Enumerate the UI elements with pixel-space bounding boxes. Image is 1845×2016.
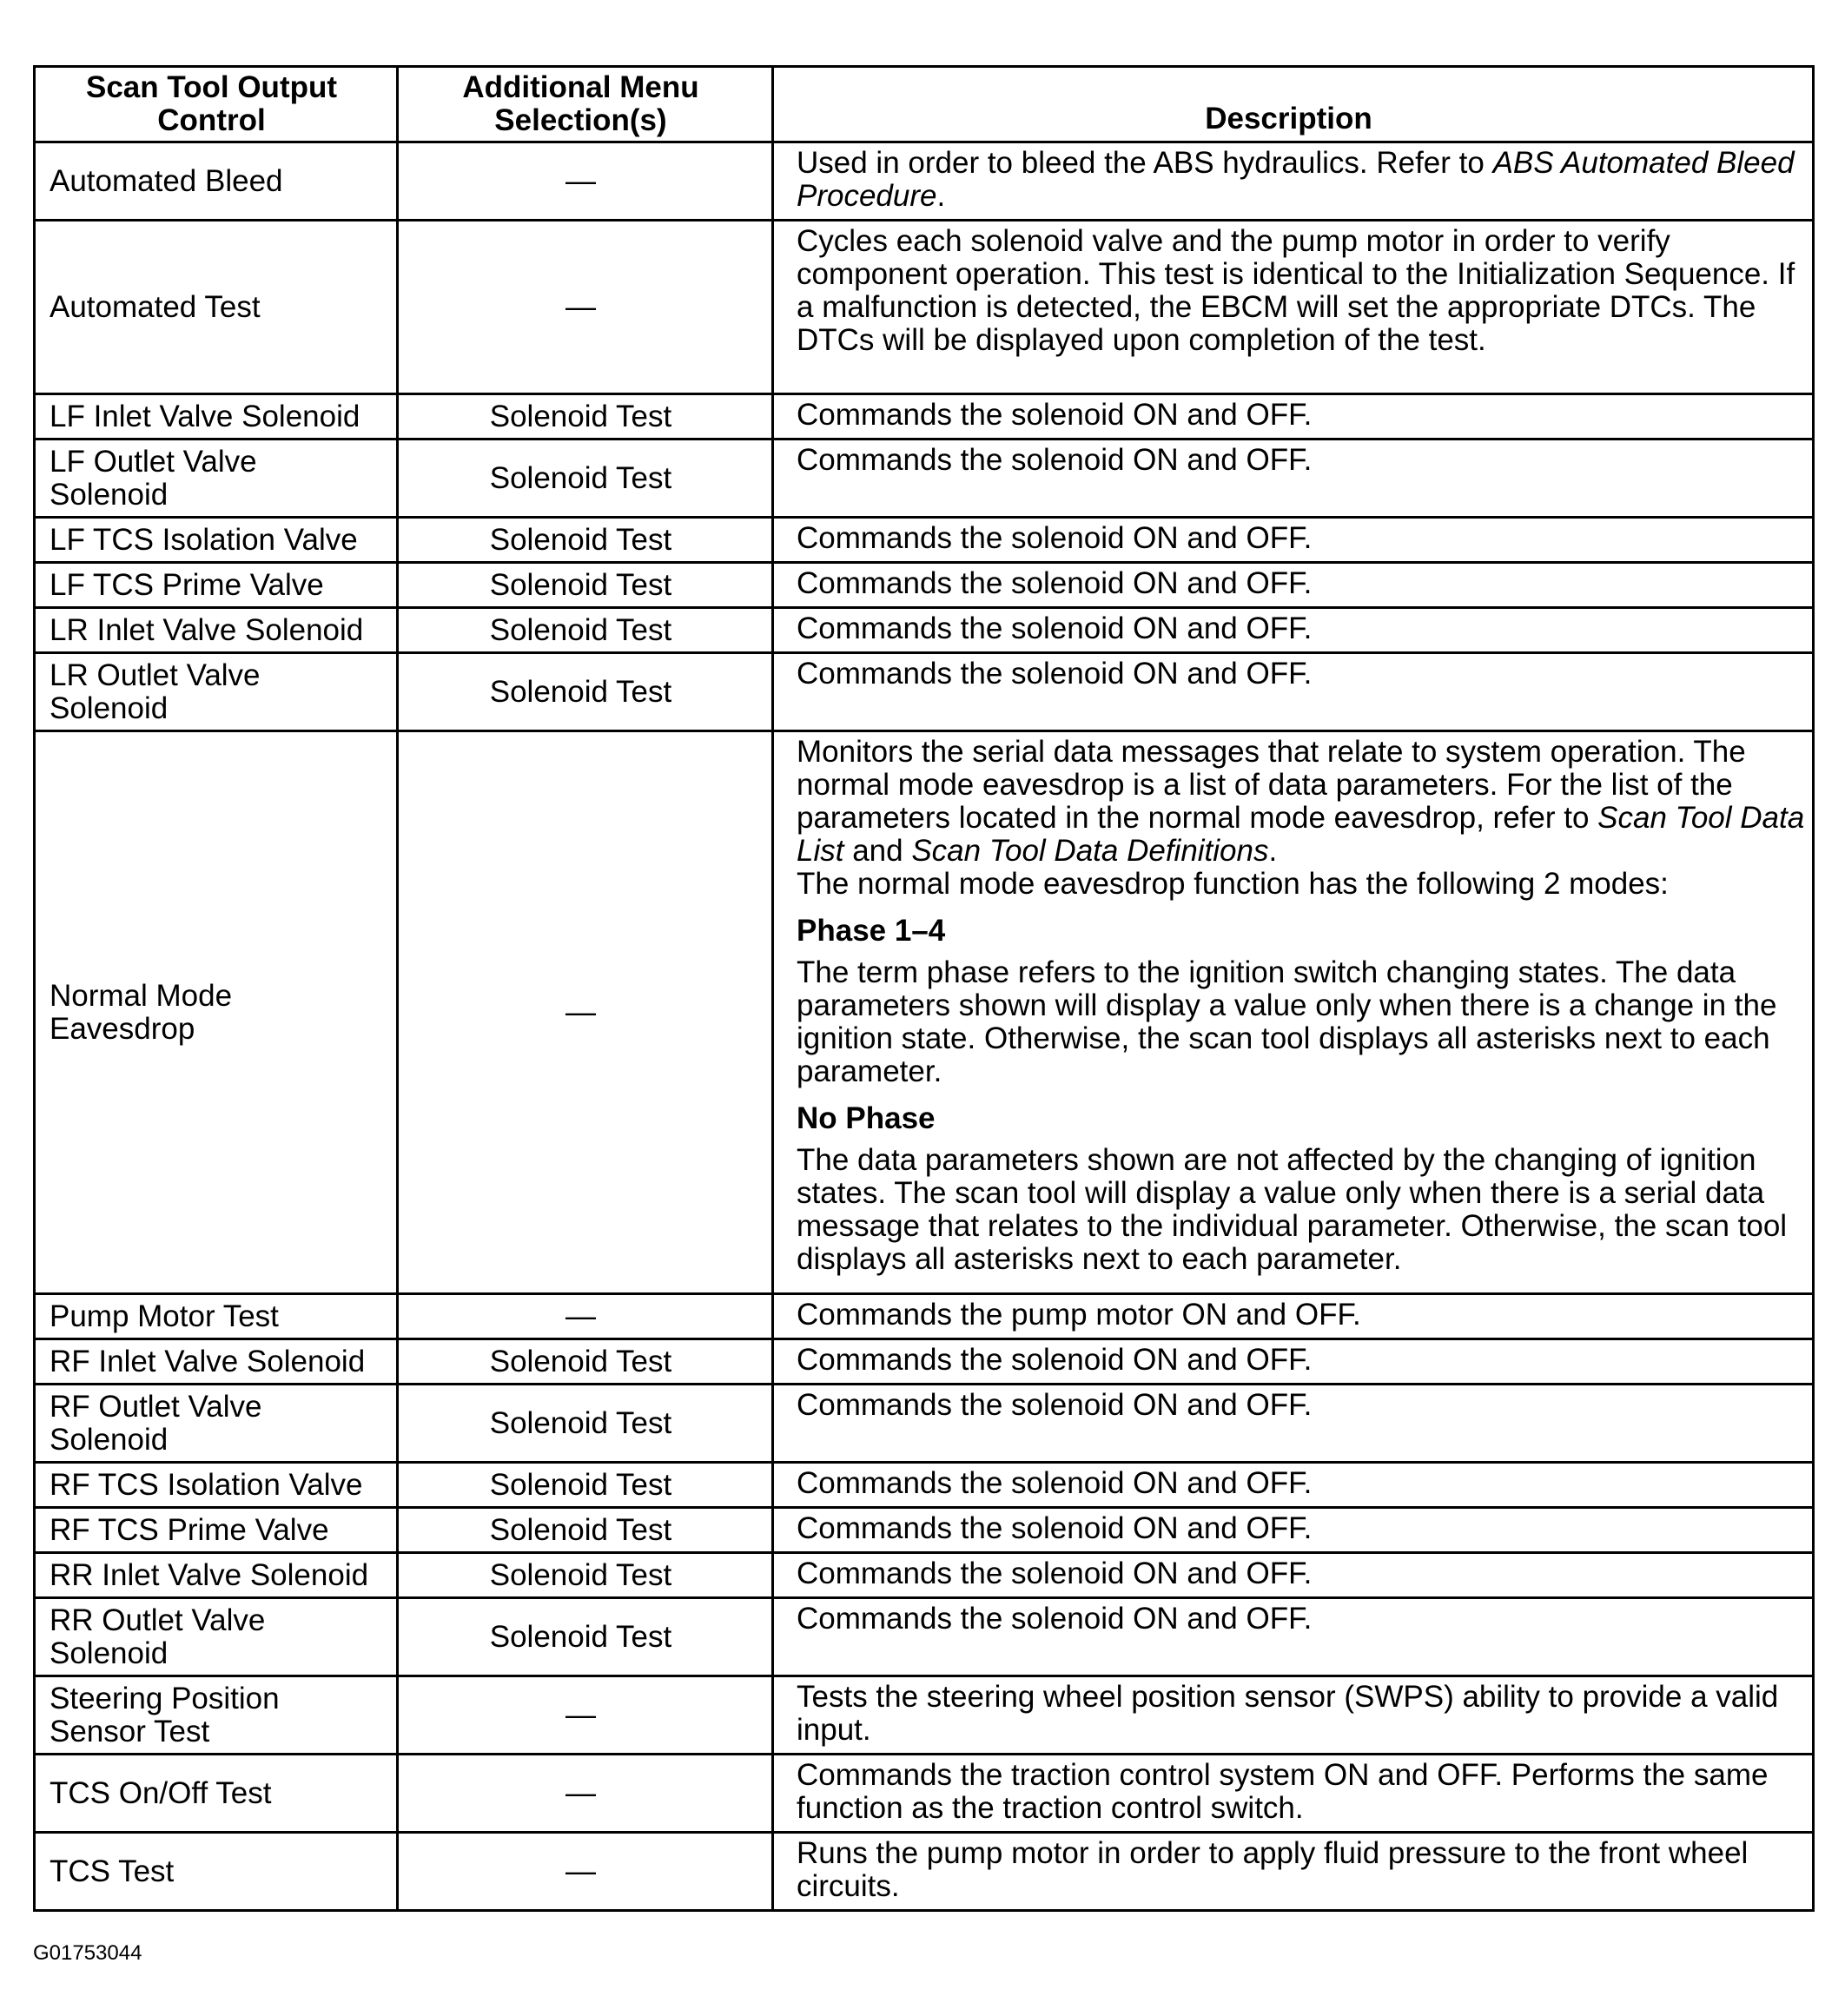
- eavesdrop-intro-end: .: [1268, 834, 1278, 868]
- scan-tool-output-control-table: [33, 65, 1815, 1912]
- menu-selection: Solenoid Test: [398, 1553, 773, 1598]
- description: Commands the traction control system ON and OFF. Performs the same function as the traction control switch.: [773, 1755, 1814, 1833]
- menu-selection: —: [398, 1833, 773, 1911]
- description: Commands the solenoid ON and OFF.: [773, 1339, 1814, 1385]
- header-row: [35, 67, 1814, 142]
- control-name: Steering Position Sensor Test: [35, 1676, 398, 1755]
- control-name: RF TCS Prime Valve: [35, 1508, 398, 1553]
- menu-selection: —: [398, 221, 773, 394]
- description: Commands the solenoid ON and OFF.: [773, 394, 1814, 440]
- control-name: Automated Test: [35, 221, 398, 394]
- menu-selection: —: [398, 731, 773, 1294]
- table-row: [35, 221, 1814, 394]
- control-name: Pump Motor Test: [35, 1294, 398, 1339]
- header-additional-menu-selections: Additional Menu Selection(s): [398, 67, 773, 142]
- description: [773, 731, 1814, 1294]
- control-name: LR Inlet Valve Solenoid: [35, 608, 398, 653]
- menu-selection: Solenoid Test: [398, 1598, 773, 1676]
- table-row: [35, 440, 1814, 518]
- phase-1-4-text: The term phase refers to the ignition switch changing states. The data parameters shown will display a value only when there is a change in the ignition state. Otherwise, the scan tool displays all asterisks next to each parameter.: [797, 955, 1777, 1088]
- description-text: Used in order to bleed the ABS hydraulics. Refer to: [797, 146, 1493, 180]
- menu-selection: Solenoid Test: [398, 1463, 773, 1508]
- control-name: Normal Mode Eavesdrop: [35, 731, 398, 1294]
- control-name: LF TCS Prime Valve: [35, 563, 398, 608]
- table-row: [35, 1385, 1814, 1463]
- table-row: [35, 1676, 1814, 1755]
- description: Commands the solenoid ON and OFF.: [773, 1385, 1814, 1463]
- eavesdrop-intro-and: and: [843, 834, 912, 868]
- description: Commands the solenoid ON and OFF.: [773, 608, 1814, 653]
- menu-selection: —: [398, 142, 773, 221]
- menu-selection: Solenoid Test: [398, 653, 773, 731]
- description: Commands the solenoid ON and OFF.: [773, 1598, 1814, 1676]
- description: Commands the solenoid ON and OFF.: [773, 1463, 1814, 1508]
- description: Tests the steering wheel position sensor (SWPS) ability to provide a valid input.: [773, 1676, 1814, 1755]
- table-row: [35, 1833, 1814, 1911]
- menu-selection: Solenoid Test: [398, 1385, 773, 1463]
- data-list-reference: Scan Tool Data List: [797, 801, 1805, 868]
- control-name: RF TCS Isolation Valve: [35, 1463, 398, 1508]
- control-name: Automated Bleed: [35, 142, 398, 221]
- table-row: [35, 1463, 1814, 1508]
- description: Commands the solenoid ON and OFF.: [773, 1508, 1814, 1553]
- menu-selection: Solenoid Test: [398, 1508, 773, 1553]
- header-scan-tool-output-control: Scan Tool Output Control: [35, 67, 398, 142]
- description: Commands the solenoid ON and OFF.: [773, 563, 1814, 608]
- menu-selection: Solenoid Test: [398, 608, 773, 653]
- description: Commands the solenoid ON and OFF.: [773, 653, 1814, 731]
- menu-selection: —: [398, 1294, 773, 1339]
- table-row: [35, 142, 1814, 221]
- control-name: TCS Test: [35, 1833, 398, 1911]
- table-row: [35, 653, 1814, 731]
- table-row: [35, 1755, 1814, 1833]
- control-name: RR Inlet Valve Solenoid: [35, 1553, 398, 1598]
- menu-selection: Solenoid Test: [398, 394, 773, 440]
- control-name: LF TCS Isolation Valve: [35, 518, 398, 563]
- no-phase-text: The data parameters shown are not affected by the changing of ignition states. The scan tool will display a value only when there is a serial data message that relates to the individual parameter. Otherwise, the scan tool displays all asterisks next to each parameter.: [797, 1143, 1788, 1276]
- table-row: [35, 394, 1814, 440]
- menu-selection: Solenoid Test: [398, 1339, 773, 1385]
- description: Commands the solenoid ON and OFF.: [773, 1553, 1814, 1598]
- table-row: [35, 518, 1814, 563]
- figure-id: G01753044: [33, 1941, 142, 1965]
- phase-1-4-heading: Phase 1–4: [797, 914, 946, 948]
- control-name: LF Inlet Valve Solenoid: [35, 394, 398, 440]
- table-row: [35, 563, 1814, 608]
- description: Commands the solenoid ON and OFF.: [773, 440, 1814, 518]
- table-row: [35, 1508, 1814, 1553]
- eavesdrop-modes-text: The normal mode eavesdrop function has the following 2 modes:: [797, 867, 1669, 901]
- menu-selection: —: [398, 1755, 773, 1833]
- table-row: [35, 1339, 1814, 1385]
- menu-selection: Solenoid Test: [398, 440, 773, 518]
- table-row: [35, 1294, 1814, 1339]
- control-name: RR Outlet Valve Solenoid: [35, 1598, 398, 1676]
- description: Commands the pump motor ON and OFF.: [773, 1294, 1814, 1339]
- table-row: [35, 1553, 1814, 1598]
- table-row: [35, 1598, 1814, 1676]
- description: [773, 142, 1814, 221]
- no-phase-heading: No Phase: [797, 1101, 936, 1135]
- bleed-procedure-reference: ABS Automated Bleed Procedure: [797, 146, 1795, 213]
- control-name: RF Inlet Valve Solenoid: [35, 1339, 398, 1385]
- data-definitions-reference: Scan Tool Data Definitions: [911, 834, 1269, 868]
- description: Commands the solenoid ON and OFF.: [773, 518, 1814, 563]
- header-description: Description: [773, 67, 1814, 142]
- menu-selection: —: [398, 1676, 773, 1755]
- description-text-end: .: [936, 179, 946, 213]
- control-name: LR Outlet Valve Solenoid: [35, 653, 398, 731]
- description: Runs the pump motor in order to apply fluid pressure to the front wheel circuits.: [773, 1833, 1814, 1911]
- table-row: [35, 608, 1814, 653]
- menu-selection: Solenoid Test: [398, 518, 773, 563]
- control-name: LF Outlet Valve Solenoid: [35, 440, 398, 518]
- eavesdrop-intro-text: Monitors the serial data messages that relate to system operation. The normal mode eavesdrop is a list of data parameters. For the list of the parameters located in the normal mode eavesdrop, refer to: [797, 735, 1746, 835]
- control-name: RF Outlet Valve Solenoid: [35, 1385, 398, 1463]
- eavesdrop-intro: [797, 736, 1809, 868]
- menu-selection: Solenoid Test: [398, 563, 773, 608]
- table-row: [35, 731, 1814, 1294]
- description: Cycles each solenoid valve and the pump motor in order to verify component operation. This test is identical to the Initialization Sequence. If a malfunction is detected, the EBCM will set the appropriate DTCs. The DTCs will be displayed upon completion of the test.: [773, 221, 1814, 394]
- control-name: TCS On/Off Test: [35, 1755, 398, 1833]
